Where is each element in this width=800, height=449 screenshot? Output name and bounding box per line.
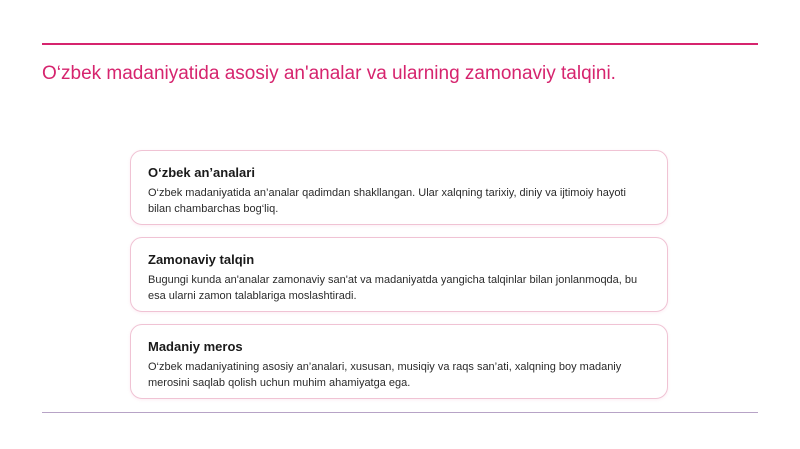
card-modern-interpretation — [130, 237, 668, 312]
card-uzbek-traditions — [130, 150, 668, 225]
card-cultural-heritage — [130, 324, 668, 399]
card-title: Madaniy meros — [148, 339, 243, 354]
card-text: O‘zbek madaniyatining asosiy an’analari, xususan, musiqiy va raqs san’ati, xalqning boy madaniy merosini saqlab qolish uchun muhim ahamiyatga ega. — [148, 361, 622, 389]
card-text: O‘zbek madaniyatida an’analar qadimdan shakllangan. Ular xalqning tarixiy, diniy va ijtimoiy hayoti bilan chambarchas bog‘liq. — [148, 187, 626, 215]
bottom-divider — [42, 412, 758, 413]
slide-title: O‘zbek madaniyatida asosiy an'analar va ularning zamonaviy talqini. — [42, 63, 616, 84]
card-title: Zamonaviy talqin — [148, 252, 255, 267]
top-divider — [42, 43, 758, 45]
card-title: O‘zbek an’analari — [148, 165, 255, 180]
card-text: Bugungi kunda an'analar zamonaviy san'at va madaniyatda yangicha talqinlar bilan jonlanmoqda, bu esa ularni zamon talablariga moslashtiradi. — [148, 274, 638, 302]
